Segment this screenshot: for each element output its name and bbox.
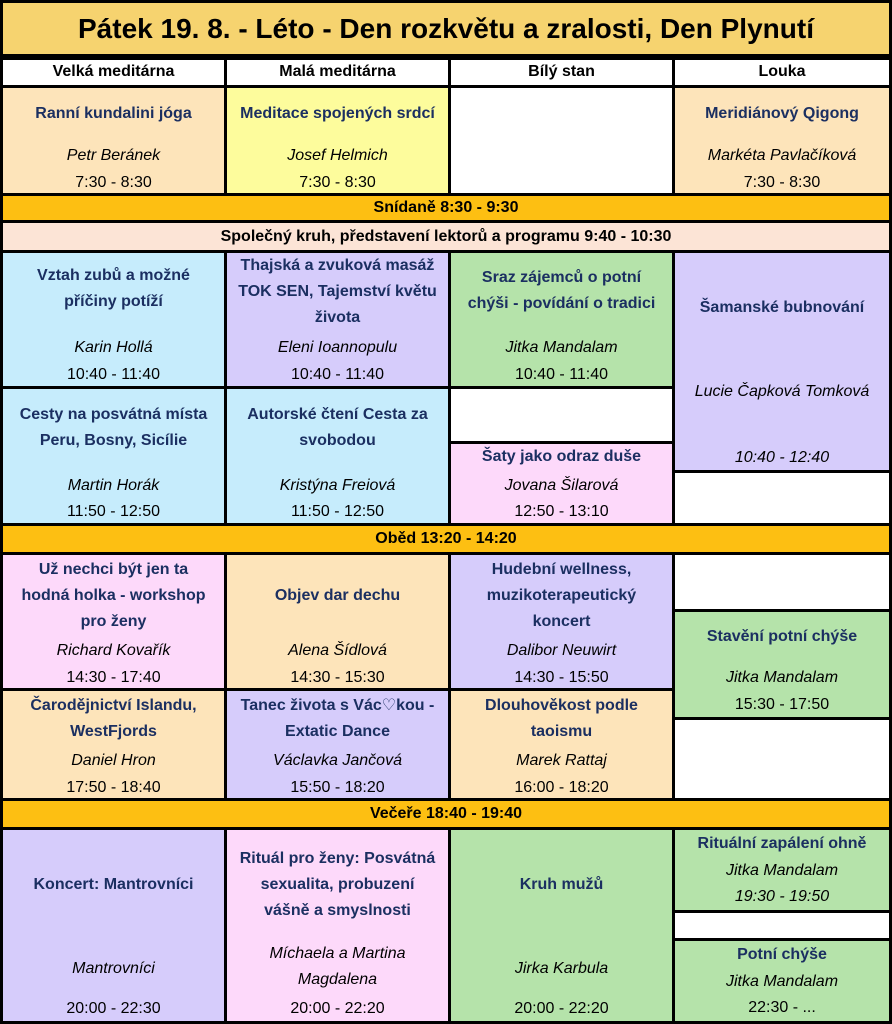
session-vztah-zubu	[0, 250, 227, 389]
session-samanske-bubnovani	[672, 250, 892, 473]
session-title: Hudební wellness,	[491, 561, 632, 578]
session-title: vášně a smyslnosti	[264, 902, 411, 919]
session-title: Cesty na posvátná místa	[19, 406, 208, 423]
session-person: Jirka Karbula	[514, 960, 609, 977]
session-saty-jako-odraz-duse	[448, 441, 675, 526]
session-title: WestFjords	[70, 723, 157, 740]
venue-header-louka: Louka	[672, 57, 892, 88]
session-title: Už nechci být jen ta	[38, 561, 189, 578]
session-title: TOK SEN, Tajemství květu	[238, 283, 437, 300]
session-title: Autorské čtení Cesta za	[247, 406, 428, 423]
session-title: Čarodějnictví Islandu,	[30, 697, 197, 714]
session-time: 17:50 - 18:40	[66, 779, 161, 796]
session-time: 10:40 - 11:40	[514, 366, 609, 383]
session-title: Dlouhověkost podle	[485, 697, 638, 714]
session-person: Richard Kovařík	[56, 642, 171, 659]
circle-band: Společný kruh, představení lektorů a programu 9:40 - 10:30	[0, 220, 892, 253]
session-kruh-muzu	[448, 827, 675, 1024]
page-title: Pátek 19. 8. - Léto - Den rozkvětu a zralosti, Den Plynutí	[0, 0, 892, 57]
venue-header-bily-stan: Bílý stan	[448, 57, 675, 88]
session-title: koncert	[532, 613, 591, 630]
session-person: Mantrovníci	[72, 960, 155, 977]
session-person: Jitka Mandalam	[725, 973, 839, 990]
session-time: 7:30 - 8:30	[743, 174, 821, 191]
session-uz-nechci-byt-jen-ta-hodna-holka	[0, 552, 227, 691]
session-title: Kruh mužů	[519, 876, 604, 893]
session-ritualni-zapaleni-ohne	[672, 827, 892, 913]
session-ranni-kundalini-joga	[0, 85, 227, 196]
session-title: Meridiánový Qigong	[705, 105, 859, 122]
session-title: Sraz zájemců o potní	[481, 269, 642, 286]
session-person: Magdalena	[297, 971, 378, 988]
empty-slot	[672, 552, 892, 612]
empty-slot	[448, 85, 675, 196]
session-hudebni-wellness	[448, 552, 675, 691]
session-potni-chyse	[672, 938, 892, 1024]
session-person: Jitka Mandalam	[725, 862, 839, 879]
session-ritual-pro-zeny	[224, 827, 451, 1024]
session-autorske-cteni	[224, 386, 451, 526]
session-time: 20:00 - 22:20	[514, 1000, 609, 1017]
session-title: Vztah zubů a možné	[37, 267, 190, 284]
session-title: Meditace spojených srdcí	[240, 105, 435, 122]
session-person: Marek Rattaj	[516, 752, 607, 769]
session-title: Šaty jako odraz duše	[481, 448, 642, 465]
session-title: příčiny potíží	[64, 293, 163, 310]
session-title: Šamanské bubnování	[699, 299, 865, 316]
session-person: Josef Helmich	[287, 147, 388, 164]
session-title: svobodou	[299, 432, 376, 449]
session-title: Thajská a zvuková masáž	[240, 257, 435, 274]
session-person: Jitka Mandalam	[505, 339, 618, 356]
session-title: sexualita, probuzení	[260, 876, 415, 893]
session-person: Kristýna Freiová	[279, 477, 396, 494]
session-title: chýši - povídání o tradici	[467, 295, 656, 312]
session-person: Jovana Šilarová	[504, 477, 619, 494]
session-time: 15:30 - 17:50	[734, 696, 830, 713]
session-time: 10:40 - 11:40	[66, 366, 161, 383]
session-person: Lucie Čapková Tomková	[694, 383, 870, 400]
session-person: Míchaela a Martina	[269, 945, 406, 962]
session-title: Rituální zapálení ohně	[697, 835, 867, 852]
session-tanec-zivota	[224, 688, 451, 801]
session-staveni-potni-chyse	[672, 609, 892, 720]
session-person: Daniel Hron	[71, 752, 156, 769]
session-title: Peru, Bosny, Sicílie	[39, 432, 188, 449]
session-time: 10:40 - 12:40	[734, 449, 830, 466]
session-title: hodná holka - workshop	[21, 587, 206, 604]
session-cesty-na-posvatna-mista	[0, 386, 227, 526]
session-time: 7:30 - 8:30	[299, 174, 376, 191]
session-meditace-spojenych-srdci	[224, 85, 451, 196]
session-time: 14:30 - 15:30	[290, 669, 385, 686]
session-title: Extatic Dance	[285, 723, 390, 740]
session-dlouhovekost-podle-taoismu	[448, 688, 675, 801]
venue-header-velka-meditarna: Velká meditárna	[0, 57, 227, 88]
session-time: 14:30 - 15:50	[514, 669, 609, 686]
session-person: Václavka Jančová	[273, 752, 402, 769]
session-meridianovy-qigong	[672, 85, 892, 196]
session-time: 20:00 - 22:30	[66, 1000, 161, 1017]
empty-slot	[672, 470, 892, 526]
session-time: 16:00 - 18:20	[514, 779, 609, 796]
session-person: Petr Beránek	[66, 147, 161, 164]
session-person: Martin Horák	[67, 477, 160, 494]
session-time: 14:30 - 17:40	[66, 669, 161, 686]
session-time: 11:50 - 12:50	[66, 503, 161, 520]
session-title: Rituál pro ženy: Posvátná	[239, 850, 436, 867]
empty-slot	[448, 386, 675, 444]
session-person: Jitka Mandalam	[725, 669, 839, 686]
session-time: 12:50 - 13:10	[514, 503, 609, 520]
session-title: Potní chýše	[737, 946, 827, 963]
session-title: Ranní kundalini jóga	[35, 105, 192, 122]
session-time: 7:30 - 8:30	[75, 174, 152, 191]
session-person: Markéta Pavlačíková	[707, 147, 857, 164]
session-title: Tanec života s Vác♡kou -	[240, 697, 435, 714]
session-time: 19:30 - 19:50	[734, 888, 830, 905]
session-time: 22:30 - ...	[748, 999, 816, 1016]
session-title: Objev dar dechu	[274, 587, 401, 604]
session-title: Koncert: Mantrovníci	[33, 876, 194, 893]
session-person: Dalibor Neuwirt	[506, 642, 617, 659]
session-time: 10:40 - 11:40	[290, 366, 385, 383]
session-title: taoismu	[530, 723, 593, 740]
venue-header-mala-meditarna: Malá meditárna	[224, 57, 451, 88]
session-title: pro ženy	[80, 613, 147, 630]
session-title: Stavění potní chýše	[706, 628, 858, 645]
breakfast-band: Snídaně 8:30 - 9:30	[0, 193, 892, 223]
session-time: 20:00 - 22:20	[290, 1000, 385, 1017]
empty-slot	[672, 910, 892, 941]
dinner-band: Večeře 18:40 - 19:40	[0, 798, 892, 830]
session-person: Karin Hollá	[74, 339, 153, 356]
empty-slot	[672, 717, 892, 801]
session-person: Alena Šídlová	[288, 642, 387, 659]
session-sraz-zajemcu	[448, 250, 675, 389]
lunch-band: Oběd 13:20 - 14:20	[0, 523, 892, 555]
session-koncert-mantrovnici	[0, 827, 227, 1024]
session-objev-dar-dechu	[224, 552, 451, 691]
session-time: 11:50 - 12:50	[290, 503, 385, 520]
session-person: Eleni Ioannopulu	[277, 339, 398, 356]
session-time: 15:50 - 18:20	[290, 779, 385, 796]
session-carodejnictvi-islandu	[0, 688, 227, 801]
session-title: života	[314, 309, 361, 326]
session-thajska-masaz	[224, 250, 451, 389]
session-title: muzikoterapeutický	[486, 587, 637, 604]
